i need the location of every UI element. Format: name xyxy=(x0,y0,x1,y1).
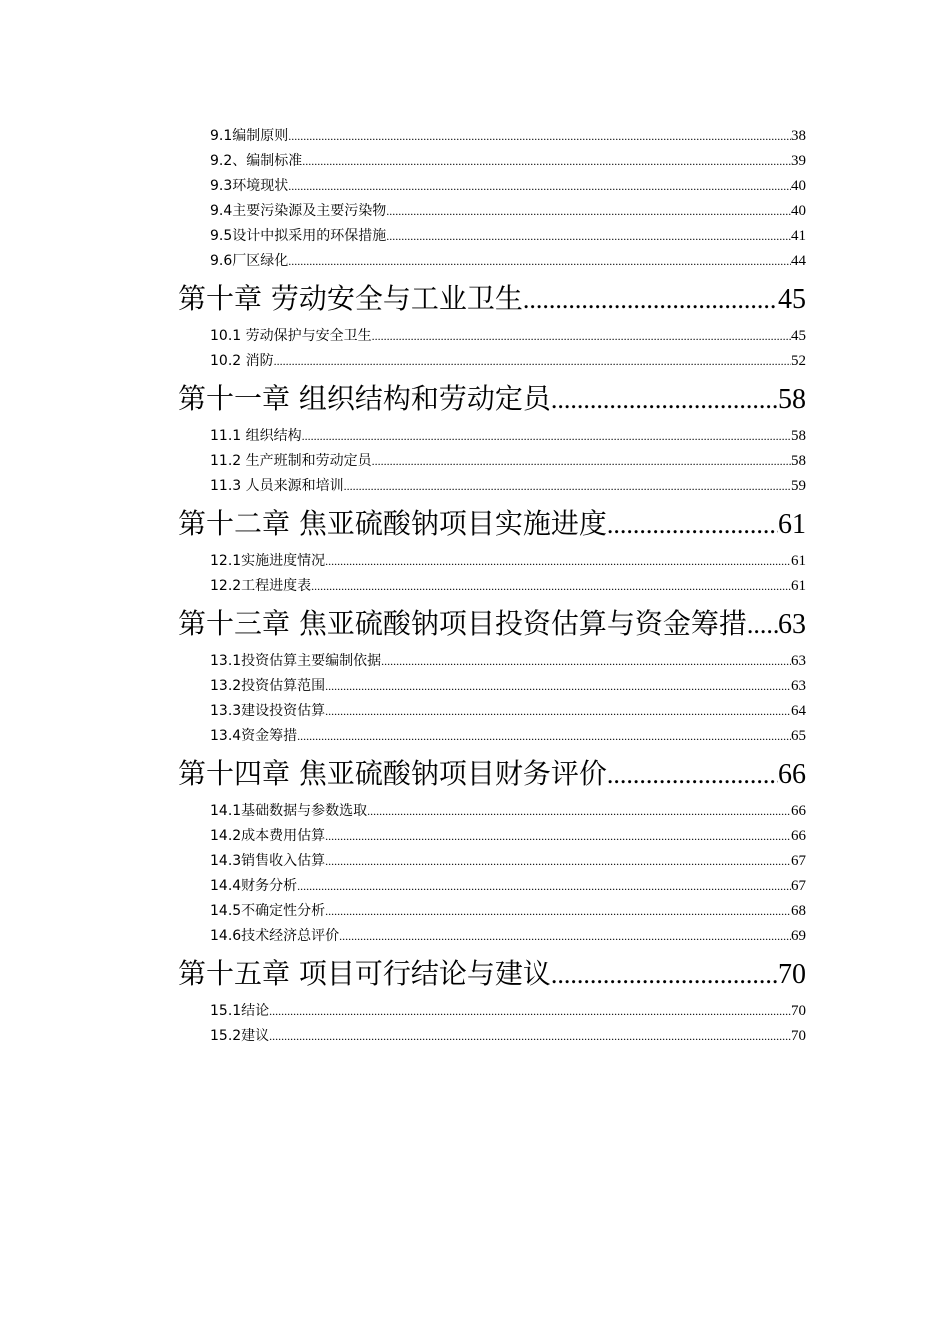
toc-entry-title: 11.2 生产班制和劳动定员 xyxy=(210,453,372,469)
dot-leader xyxy=(607,500,778,550)
toc-entry-title: 13.3建设投资估算 xyxy=(210,703,326,719)
toc-chapter-entry[interactable] xyxy=(178,599,806,649)
toc-entry-title: 15.1结论 xyxy=(210,1003,270,1019)
toc-entry-title: 9.3环境现状 xyxy=(210,178,289,194)
toc-entry-title: 9.4主要污染源及主要污染物 xyxy=(210,203,387,219)
dot-leader xyxy=(523,275,778,325)
toc-entry-title: 12.2工程进度表 xyxy=(210,578,312,594)
toc-chapter-title: 第十四章 焦亚硫酸钠项目财务评价 xyxy=(178,757,607,790)
dot-leader xyxy=(551,375,778,425)
dot-leader xyxy=(274,349,791,374)
toc-entry-title: 14.1基础数据与参数选取 xyxy=(210,803,368,819)
toc-section-entry[interactable] xyxy=(178,724,806,749)
toc-entry-title: 12.1实施进度情况 xyxy=(210,553,326,569)
dot-leader xyxy=(311,574,791,599)
toc-section-entry[interactable] xyxy=(178,799,806,824)
toc-chapter-entry[interactable] xyxy=(178,499,806,549)
toc-section-entry[interactable] xyxy=(178,224,806,249)
toc-section-entry[interactable] xyxy=(178,999,806,1024)
toc-page-number: 63 xyxy=(791,653,806,669)
dot-leader xyxy=(551,950,778,1000)
toc-entry-title: 14.2成本费用估算 xyxy=(210,828,326,844)
dot-leader xyxy=(372,324,791,349)
dot-leader xyxy=(339,924,791,949)
toc-entry-title: 10.2 消防 xyxy=(210,353,274,369)
dot-leader xyxy=(325,549,791,574)
toc-section-entry[interactable] xyxy=(178,124,806,149)
toc-page-number: 70 xyxy=(778,959,806,990)
toc-chapter-title: 第十五章 项目可行结论与建议 xyxy=(178,957,551,990)
toc-section-entry[interactable] xyxy=(178,574,806,599)
dot-leader xyxy=(607,750,778,800)
dot-leader xyxy=(381,649,791,674)
toc-page-number: 66 xyxy=(778,759,806,790)
toc-entry-title: 9.2、编制标准 xyxy=(210,153,303,169)
toc-page-number: 68 xyxy=(791,903,806,919)
toc-section-entry[interactable] xyxy=(178,899,806,924)
toc-entry-title: 15.2建议 xyxy=(210,1028,270,1044)
dot-leader xyxy=(288,174,791,199)
toc-section-entry[interactable] xyxy=(178,249,806,274)
toc-page-number: 40 xyxy=(791,178,806,194)
toc-entry-title: 11.3 人员来源和培训 xyxy=(210,478,344,494)
dot-leader xyxy=(297,724,791,749)
dot-leader xyxy=(325,849,791,874)
dot-leader xyxy=(747,600,778,650)
toc-entry-title: 9.1编制原则 xyxy=(210,128,289,144)
toc-section-entry[interactable] xyxy=(178,699,806,724)
toc-page-number: 58 xyxy=(791,453,806,469)
dot-leader xyxy=(372,449,791,474)
toc-section-entry[interactable] xyxy=(178,1024,806,1049)
toc-section-entry[interactable] xyxy=(178,174,806,199)
toc-page-number: 69 xyxy=(791,928,806,944)
toc-page-number: 52 xyxy=(791,353,806,369)
toc-page-number: 63 xyxy=(791,678,806,694)
toc-section-entry[interactable] xyxy=(178,849,806,874)
toc-chapter-title: 第十章 劳动安全与工业卫生 xyxy=(178,282,523,315)
toc-entry-title: 14.5不确定性分析 xyxy=(210,903,326,919)
toc-entry-title: 13.2投资估算范围 xyxy=(210,678,326,694)
toc-page-number: 66 xyxy=(791,828,806,844)
dot-leader xyxy=(325,899,791,924)
toc-page-number: 67 xyxy=(791,878,806,894)
toc-entry-title: 14.4财务分析 xyxy=(210,878,298,894)
toc-entry-title: 13.4资金筹措 xyxy=(210,728,298,744)
toc-section-entry[interactable] xyxy=(178,824,806,849)
toc-page-number: 38 xyxy=(791,128,806,144)
toc-entry-title: 9.6厂区绿化 xyxy=(210,253,289,269)
toc-section-entry[interactable] xyxy=(178,924,806,949)
toc-page-number: 58 xyxy=(778,384,806,415)
dot-leader xyxy=(325,699,791,724)
dot-leader xyxy=(288,249,791,274)
toc-chapter-title: 第十三章 焦亚硫酸钠项目投资估算与资金筹措 xyxy=(178,607,747,640)
toc-section-entry[interactable] xyxy=(178,199,806,224)
toc-page-number: 61 xyxy=(791,578,806,594)
toc-page-number: 70 xyxy=(791,1028,806,1044)
toc-page-number: 67 xyxy=(791,853,806,869)
dot-leader xyxy=(367,799,791,824)
dot-leader xyxy=(288,124,791,149)
toc-page-number: 58 xyxy=(791,428,806,444)
toc-chapter-title: 第十二章 焦亚硫酸钠项目实施进度 xyxy=(178,507,607,540)
toc-section-entry[interactable] xyxy=(178,874,806,899)
dot-leader xyxy=(269,999,791,1024)
toc-page-number: 61 xyxy=(791,553,806,569)
toc-entry-title: 14.3销售收入估算 xyxy=(210,853,326,869)
toc-page-number: 44 xyxy=(791,253,806,269)
toc-page-number: 40 xyxy=(791,203,806,219)
toc-entry-title: 11.1 组织结构 xyxy=(210,428,302,444)
toc-page-number: 66 xyxy=(791,803,806,819)
toc-page-number: 45 xyxy=(778,284,806,315)
toc-section-entry[interactable] xyxy=(178,549,806,574)
toc-section-entry[interactable] xyxy=(178,349,806,374)
toc-section-entry[interactable] xyxy=(178,674,806,699)
dot-leader xyxy=(325,674,791,699)
dot-leader xyxy=(386,224,791,249)
toc-section-entry[interactable] xyxy=(178,449,806,474)
toc-chapter-entry[interactable] xyxy=(178,374,806,424)
toc-chapter-entry[interactable] xyxy=(178,274,806,324)
dot-leader xyxy=(302,149,791,174)
table-of-contents xyxy=(178,124,806,1049)
toc-page-number: 63 xyxy=(778,609,806,640)
dot-leader xyxy=(325,824,791,849)
dot-leader xyxy=(386,199,791,224)
toc-section-entry[interactable] xyxy=(178,649,806,674)
toc-page-number: 45 xyxy=(791,328,806,344)
toc-page-number: 59 xyxy=(791,478,806,494)
toc-section-entry[interactable] xyxy=(178,149,806,174)
toc-section-entry[interactable] xyxy=(178,324,806,349)
toc-section-entry[interactable] xyxy=(178,474,806,499)
toc-section-entry[interactable] xyxy=(178,424,806,449)
toc-page-number: 41 xyxy=(791,228,806,244)
dot-leader xyxy=(344,474,791,499)
toc-page-number: 61 xyxy=(778,509,806,540)
toc-chapter-entry[interactable] xyxy=(178,749,806,799)
toc-entry-title: 14.6技术经济总评价 xyxy=(210,928,340,944)
toc-chapter-title: 第十一章 组织结构和劳动定员 xyxy=(178,382,551,415)
toc-chapter-entry[interactable] xyxy=(178,949,806,999)
toc-page-number: 70 xyxy=(791,1003,806,1019)
dot-leader xyxy=(297,874,791,899)
dot-leader xyxy=(302,424,791,449)
toc-page-number: 65 xyxy=(791,728,806,744)
toc-page-number: 39 xyxy=(791,153,806,169)
toc-entry-title: 13.1投资估算主要编制依据 xyxy=(210,653,382,669)
toc-page-number: 64 xyxy=(791,703,806,719)
toc-entry-title: 9.5设计中拟采用的环保措施 xyxy=(210,228,387,244)
dot-leader xyxy=(269,1024,791,1049)
toc-entry-title: 10.1 劳动保护与安全卫生 xyxy=(210,328,372,344)
